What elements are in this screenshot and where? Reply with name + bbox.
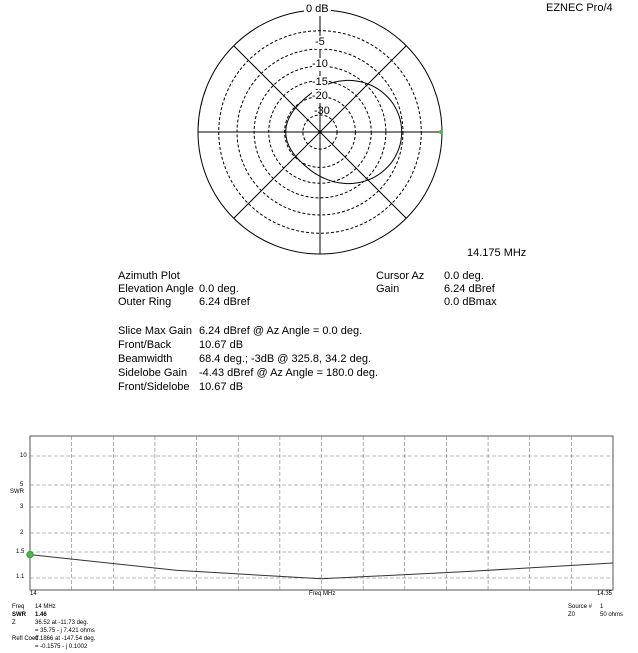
readout-z0-value: 50 ohms: [600, 612, 624, 618]
swr-plot-area: [30, 436, 613, 590]
app-title: EZNEC Pro/4: [546, 2, 613, 14]
swr-y-tick-2: 2: [20, 530, 24, 536]
swr-y-tick-1-5: 1.5: [16, 549, 25, 555]
cursor-az-value: 0.0 deg.: [444, 270, 484, 282]
plot-type-label: Azimuth Plot: [118, 270, 180, 282]
swr-y-tick-3: 3: [20, 504, 24, 510]
cursor-az-label: Cursor Az: [376, 270, 425, 282]
ring-label-15: -15: [312, 76, 328, 88]
readout-swr-value: 1.46: [35, 612, 47, 618]
beamwidth-value: 68.4 deg.; -3dB @ 325.8, 34.2 deg.: [199, 353, 372, 365]
frequency-label: 14.175 MHz: [467, 247, 527, 259]
readout-z-value-rect: = 35.75 - j 7.421 ohms: [35, 628, 95, 634]
readout-source-value: 1: [600, 604, 604, 610]
readout-swr-label: SWR: [12, 612, 26, 618]
readout-source-label: Source #: [568, 604, 593, 610]
beamwidth-label: Beamwidth: [118, 353, 173, 365]
gain-value: 6.24 dBref: [444, 283, 495, 295]
ring-label-5: -5: [315, 36, 325, 48]
gain-label: Gain: [376, 283, 400, 295]
front-back-label: Front/Back: [118, 339, 172, 351]
outer-ring-value: 6.24 dBref: [199, 296, 250, 308]
ring-label-0db: 0 dB: [306, 3, 329, 15]
readout-freq-value: 14 MHz: [35, 604, 56, 610]
readout-z0-label: Z0: [568, 612, 576, 618]
ring-label-20: -20: [312, 90, 328, 102]
readout-refl-value-polar: 0.1866 at -147.54 deg.: [35, 636, 96, 642]
sidelobe-gain-label: Sidelobe Gain: [118, 367, 188, 379]
ring-label-10: -10: [312, 58, 328, 70]
swr-x-axis-title: Freq MHz: [309, 591, 336, 597]
front-back-value: 10.67 dB: [199, 339, 244, 351]
swr-x-min-label: 14: [30, 591, 37, 597]
slice-max-gain-label: Slice Max Gain: [118, 325, 192, 337]
elevation-angle-label: Elevation Angle: [118, 283, 194, 295]
swr-cursor-marker[interactable]: [27, 551, 33, 557]
elevation-angle-value: 0.0 deg.: [199, 283, 239, 295]
outer-ring-label: Outer Ring: [118, 296, 172, 308]
swr-x-max-label: 14.35: [597, 591, 613, 597]
swr-y-tick-10: 10: [20, 453, 27, 459]
readout-z-label: Z: [12, 620, 16, 626]
swr-y-tick-1-1: 1.1: [16, 574, 25, 580]
swr-y-tick-5: 5: [20, 482, 24, 488]
ring-label-30: -30: [314, 105, 330, 117]
readout-refl-label: Refl Coeff: [12, 636, 39, 642]
front-sidelobe-value: 10.67 dB: [199, 381, 244, 393]
readout-z-value-polar: 36.52 at -11.73 deg.: [35, 620, 89, 626]
readout-freq-label: Freq: [12, 604, 25, 610]
sidelobe-gain-value: -4.43 dBref @ Az Angle = 180.0 deg.: [199, 367, 379, 379]
slice-max-gain-value: 6.24 dBref @ Az Angle = 0.0 deg.: [199, 325, 363, 337]
gain-value-dbmax: 0.0 dBmax: [444, 296, 497, 308]
front-sidelobe-label: Front/Sidelobe: [118, 381, 190, 393]
swr-y-axis-title: SWR: [10, 489, 24, 495]
readout-refl-value-rect: = -0.1575 - j 0.1002: [35, 644, 88, 650]
